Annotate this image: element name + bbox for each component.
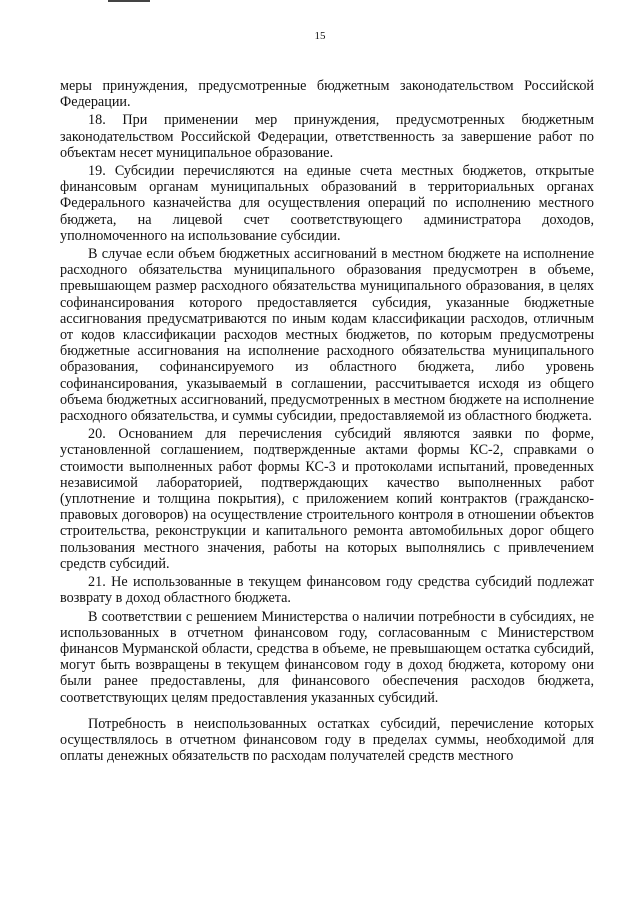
paragraph-18: 18. При применении мер принуждения, предусмотренных бюджетным законодательством Российской Федерации, ответственность за завершение работ по объектам несет муниципальное образование. — [60, 112, 594, 161]
paragraph-19-budget-allocations: В случае если объем бюджетных ассигнований в местном бюджете на исполнение расходного обязательства муниципального образования предусмотрен в объеме, превышающем размер расходного обязательства муниципального образования, в целях софинансирования которого предоставляется субсидия, указанные бюджетные ассигнования предусматриваются по иным кодам классификации расходов, отличным от кодов классификации расходов местных бюджетов, по которым предусмотрены бюджетные ассигнования на исполнение расходного обязательства муниципального образования, софинансируемого из областного бюджета, либо уровень софинансирования, указываемый в соглашении, рассчитывается исходя из общего объема бюджетных ассигнований, предусмотренных в местном бюджете на исполнение расходного обязательства, и суммы субсидии, предоставляемой из областного бюджета. — [60, 246, 594, 425]
paragraph-21-ministry-decision: В соответствии с решением Министерства о наличии потребности в субсидиях, не использованных в отчетном финансовом году, согласованным с Министерством финансов Мурманской области, средства в объеме, не превышающем остатка субсидий, могут быть возвращены в текущем финансовом году в доход бюджета, которому они были ранее предоставлены, для финансового обеспечения расходов бюджета, соответствующих целям предоставления указанных субсидий. — [60, 608, 594, 706]
paragraph-21-unused-balances: Потребность в неиспользованных остатках субсидий, перечисление которых осуществлялось в отчетном финансовом году в пределах суммы, необходимой для оплаты денежных обязательств по расходам получателей средств местного — [60, 715, 594, 765]
paragraph-20: 20. Основанием для перечисления субсидий являются заявки по форме, установленной соглашением, подтвержденные актами формы КС-2, справками о стоимости выполненных работ формы КС-3 и протоколами испытаний, проведенных независимой лабораторией, подтверждающих качество выполненных работ (уплотнение и толщина покрытия), с приложением копий контрактов (гражданско-правовых договоров) на осуществление строительного контроля в отношении объектов строительства, реконструкции и капитального ремонта автомобильных дорог общего пользования местного значения, работы на которых выполнялись с привлечением средств субсидий. — [60, 426, 594, 572]
document-body — [60, 78, 594, 766]
page-number: 15 — [314, 30, 326, 42]
paragraph-19: 19. Субсидии перечисляются на единые счета местных бюджетов, открытые финансовым органам муниципальных образований в территориальных органах Федерального казначейства для осуществления операций по исполнению местного бюджета, на лицевой счет соответствующего администратора доходов, уполномоченного на использование субсидии. — [60, 163, 594, 244]
paragraph-21: 21. Не использованные в текущем финансовом году средства субсидий подлежат возврату в доход областного бюджета. — [60, 574, 594, 607]
scan-top-mark — [108, 0, 150, 2]
paragraph-continuation: меры принуждения, предусмотренные бюджетным законодательством Российской Федерации. — [60, 78, 594, 111]
